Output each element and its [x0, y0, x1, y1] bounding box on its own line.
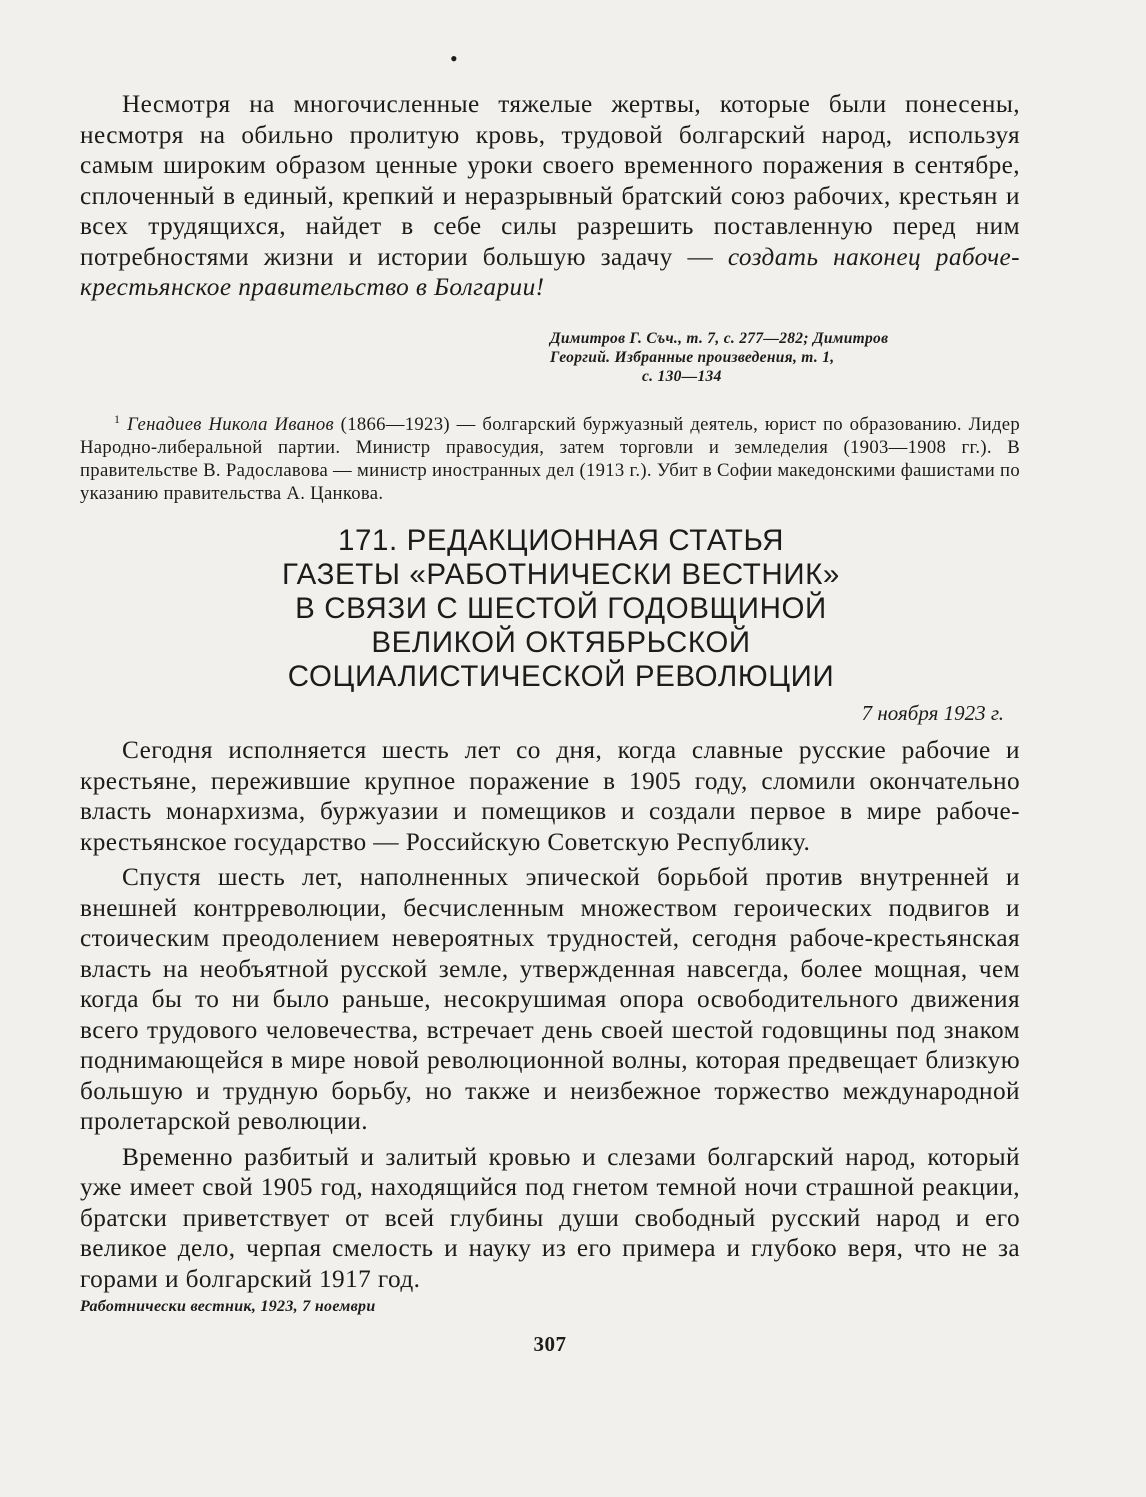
final-source: Работнически вестник, 1923, 7 ноември	[80, 1298, 376, 1316]
footnote	[80, 408, 1020, 506]
article-heading	[80, 524, 1020, 694]
body-paragraph: Спустя шесть лет, наполненных эпической борьбой против внутренней и внешней контрреволюции, бесчисленным множеством героических подвигов и стоическим преодолением невероятных трудностей, сегодня рабоче-крестьянская власть на необъятной русской земле, утвержденная навсегда, более мощная, чем когда бы то ни было раньше, несокрушимая опора освободительного движения всего трудового человечества, встречает день своей шестой годовщины под знаком поднимающейся в мире новой революционной волны, которая предвещает близкую большую и трудную борьбу, но также и неизбежное торжество международной пролетарской революции.	[80, 863, 1020, 1136]
heading-line: В СВЯЗИ С ШЕСТОЙ ГОДОВЩИНОЙ	[295, 592, 827, 626]
heading-line: СОЦИАЛИСТИЧЕСКОЙ РЕВОЛЮЦИИ	[287, 660, 835, 694]
source-citation	[550, 329, 1020, 386]
body-paragraph: Временно разбитый и залитый кровью и слезами болгарский народ, который уже имеет свой 1905 год, находящийся под гнетом темной ночи страшной реакции, братски приветствует от всей глубины души свободный русский народ и его великое дело, черпая смелость и науку из его примера и глубоко веря, что не за горами и болгарский 1917 год.	[80, 1142, 1020, 1293]
article-date: 7 ноября 1923 г.	[861, 701, 1004, 726]
heading-line: ВЕЛИКОЙ ОКТЯБРЬСКОЙ	[371, 626, 751, 660]
footnote-text: (1866—1923) — болгарский буржуазный деятель, юрист по образованию. Лидер Народно-либеральной партии. Министр правосудия, затем торговли и земледелия (1903—1908 гг.). В правительстве В. Радославова — министр иностранных дел (1913 г.). Убит в Софии македонскими фашистами по указанию правительства А. Цанкова.	[80, 413, 1020, 505]
document-page	[80, 36, 1020, 1357]
intro-text: Несмотря на многочисленные тяжелые жертвы, которые были понесены, несмотря на обильно пролитую кровь, трудовой болгарский народ, используя самым широким образом ценные уроки своего временного поражения в сентябре, сплоченный в единый, крепкий и неразрывный братский союз рабочих, крестьян и всех трудящихся, найдет в себе силы разрешить поставленную перед ним потребностями жизни и истории большую задачу —	[80, 90, 1020, 271]
citation-line: с. 130—134	[642, 367, 722, 385]
citation-line: Георгий. Избранные произведения, т. 1,	[550, 348, 835, 366]
intro-paragraph	[80, 89, 1020, 303]
citation-line: Димитров Г. Съч., т. 7, с. 277—282; Димитров	[550, 329, 889, 347]
heading-line: ГАЗЕТЫ «РАБОТНИЧЕСКИ ВЕСТНИК»	[282, 558, 840, 592]
heading-line: 171. РЕДАКЦИОННАЯ СТАТЬЯ	[337, 524, 785, 558]
page-number: 307	[533, 1332, 567, 1357]
footnote-name: Генадиев Никола Иванов	[127, 413, 334, 435]
body-paragraph: Сегодня исполняется шесть лет со дня, когда славные русские рабочие и крестьяне, пережившие крупное поражение в 1905 году, сломили окончательно власть монархизма, буржуазии и помещиков и создали первое в мире рабоче-крестьянское государство — Российскую Советскую Республику.	[80, 736, 1020, 856]
footnote-marker: 1	[114, 411, 121, 426]
stray-mark: •	[450, 46, 458, 71]
intro-emphasis: создать наконец рабоче-крестьянское правительство в Болгарии!	[80, 242, 1020, 301]
